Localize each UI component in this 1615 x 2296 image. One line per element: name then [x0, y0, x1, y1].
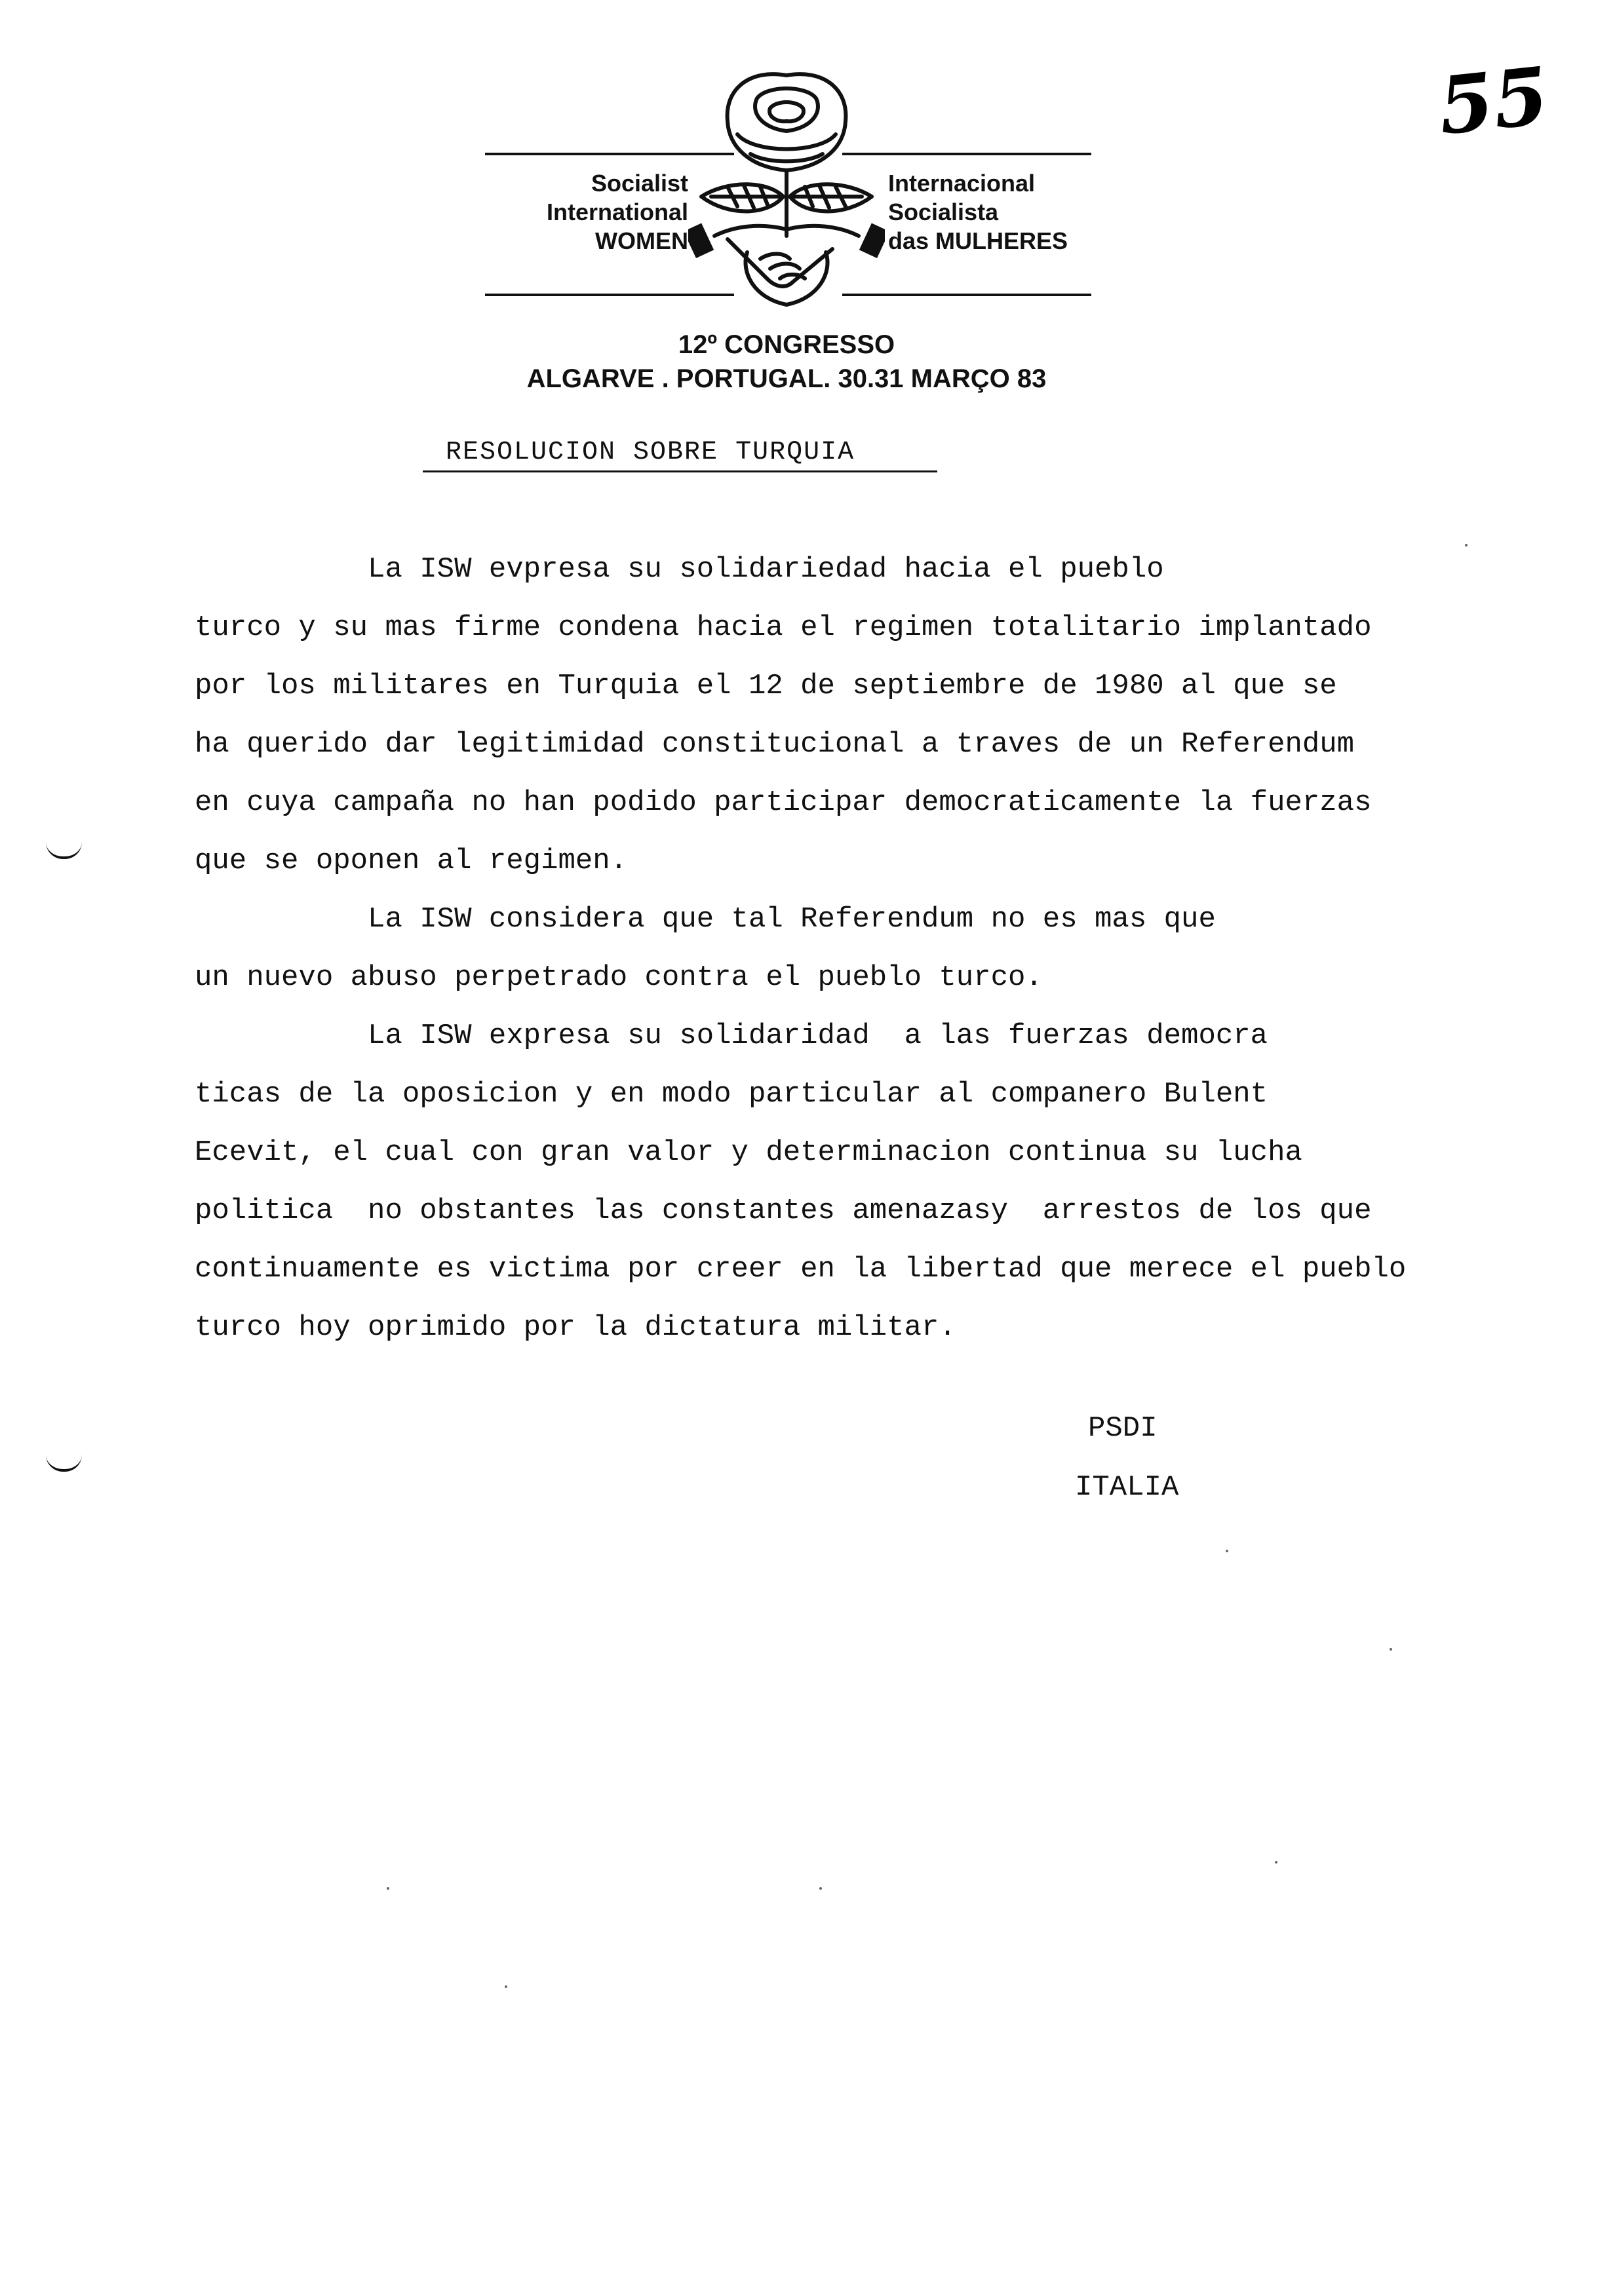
- body-line: un nuevo abuso perpetrado contra el pueblo turco.: [195, 961, 1043, 994]
- body-line: continuamente es victima por creer en la libertad que merece el pueblo: [195, 1253, 1407, 1286]
- body-line: turco y su mas firme condena hacia el regimen totalitario implantado: [195, 611, 1372, 644]
- body-line: por los militares en Turquia el 12 de septiembre de 1980 al que se: [195, 670, 1337, 702]
- scan-speck: [1465, 544, 1468, 546]
- letterhead-right-text: [888, 169, 1124, 256]
- letterhead-left-line: Socialist: [591, 170, 688, 197]
- margin-mark: [46, 842, 82, 859]
- congress-heading: [459, 328, 1114, 396]
- letterhead-left-line: International: [546, 199, 688, 225]
- body-line: La ISW considera que tal Referendum no es mas que: [195, 903, 1216, 936]
- letterhead-right-line: Internacional: [888, 170, 1036, 197]
- body-line: politica no obstantes las constantes amenazasy arrestos de los que: [195, 1195, 1372, 1227]
- letterhead-left-line: WOMEN: [595, 227, 688, 254]
- rose-handshake-logo-icon: [688, 62, 885, 318]
- page-number: 55: [1434, 49, 1553, 153]
- body-line: ticas de la oposicion y en modo particular al companero Bulent: [195, 1078, 1268, 1111]
- title-underline: [423, 470, 937, 472]
- body-line: turco hoy oprimido por la dictatura militar.: [195, 1311, 956, 1344]
- scan-speck: [505, 1985, 507, 1988]
- congress-line: ALGARVE . PORTUGAL. 30.31 MARÇO 83: [526, 364, 1047, 393]
- scan-speck: [1226, 1550, 1228, 1552]
- letterhead-right-line: das MULHERES: [888, 227, 1068, 254]
- body-line: que se oponen al regimen.: [195, 845, 628, 877]
- body-line: La ISW evpresa su solidariedad hacia el pueblo: [195, 553, 1164, 586]
- margin-mark: [46, 1455, 82, 1472]
- scan-speck: [387, 1887, 389, 1890]
- signature-country: ITALIA: [1075, 1471, 1179, 1504]
- body-line: Ecevit, el cual con gran valor y determinacion continua su lucha: [195, 1136, 1302, 1169]
- document-title: RESOLUCION SOBRE TURQUIA: [446, 438, 855, 467]
- letterhead-right-line: Socialista: [888, 199, 999, 225]
- scan-speck: [1390, 1648, 1392, 1651]
- letterhead-left-text: [485, 169, 688, 256]
- body-line: en cuya campaña no han podido participar democraticamente la fuerzas: [195, 786, 1372, 819]
- scan-speck: [819, 1887, 822, 1890]
- signature-party: PSDI: [1088, 1412, 1158, 1445]
- scan-speck: [1275, 1861, 1277, 1864]
- resolution-body: [195, 541, 1571, 1357]
- body-line: ha querido dar legitimidad constitucional a traves de un Referendum: [195, 728, 1355, 761]
- congress-line: 12º CONGRESSO: [678, 330, 895, 359]
- body-line: La ISW expresa su solidaridad a las fuerzas democra: [195, 1020, 1268, 1052]
